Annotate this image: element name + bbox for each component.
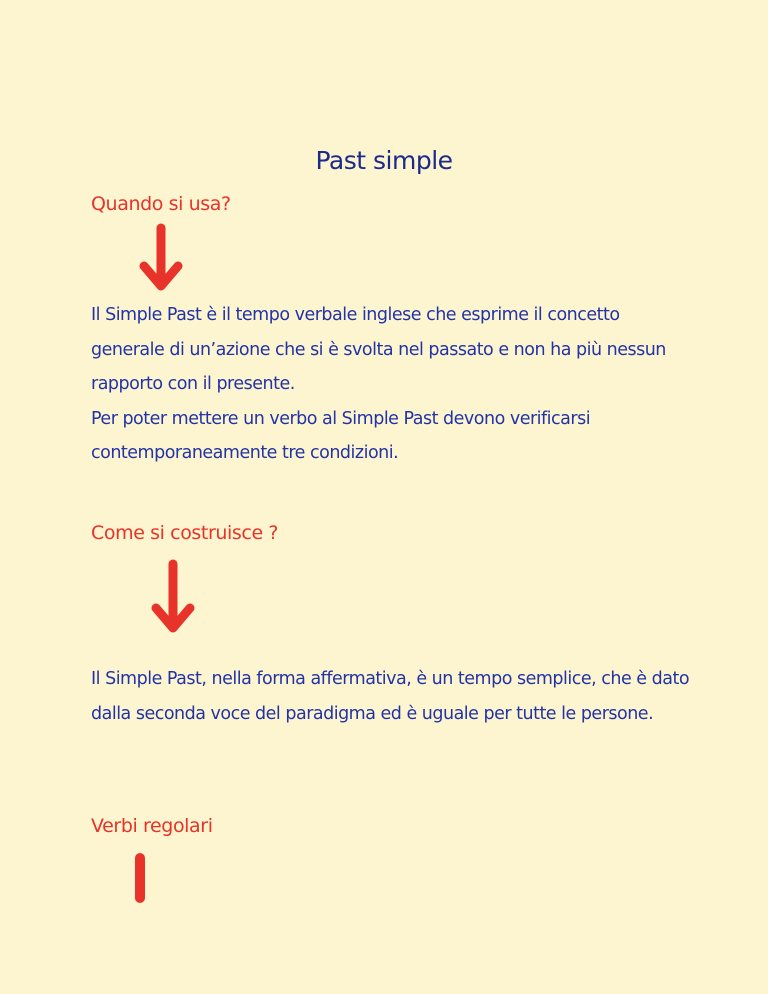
section-heading-regular-verbs: Verbi regolari	[91, 815, 213, 837]
paragraph: Per poter mettere un verbo al Simple Past devono verificarsi contemporaneamente tre condizioni.	[91, 408, 591, 463]
section-heading-how: Come si costruisce ?	[91, 522, 279, 544]
section-heading-when: Quando si usa?	[91, 193, 231, 215]
paragraph: Il Simple Past, nella forma affermativa, è un tempo semplice, che è dato dalla seconda voce del paradigma ed è uguale per tutte le persone.	[91, 669, 690, 724]
arrow-down-icon	[149, 556, 197, 636]
paragraph: Il Simple Past è il tempo verbale inglese che esprime il concetto generale di un’azione che si è svolta nel passato e non ha più nessun rapporto con il presente.	[91, 305, 666, 394]
page-title: Past simple	[315, 146, 453, 175]
section-body-when	[91, 298, 691, 471]
section-body-how	[91, 662, 691, 731]
arrow-stroke-icon	[128, 850, 152, 908]
arrow-down-icon	[137, 222, 185, 294]
